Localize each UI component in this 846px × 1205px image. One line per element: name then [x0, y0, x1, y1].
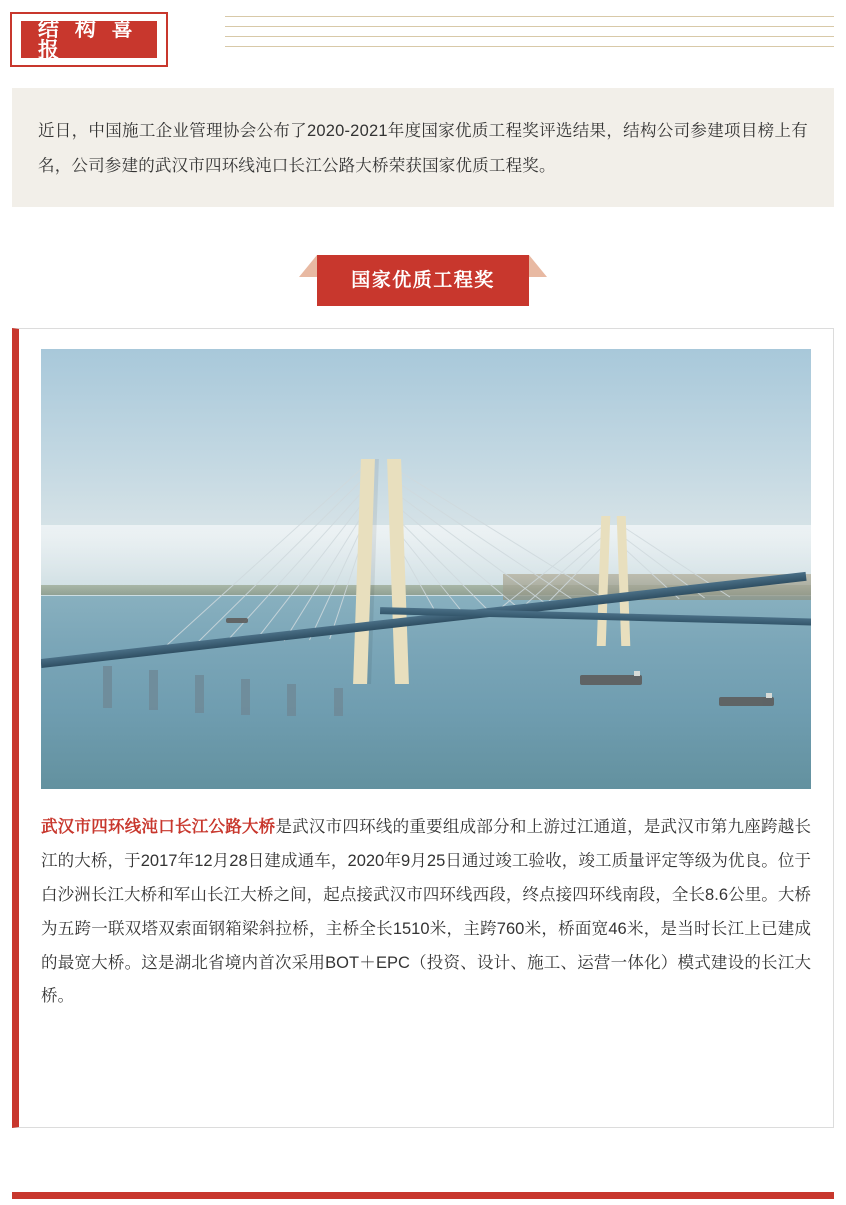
- bridge-pier: [103, 666, 112, 708]
- cargo-boat: [719, 697, 774, 706]
- bridge-photo: [41, 349, 811, 789]
- bridge-pier: [241, 679, 250, 715]
- rule-line: [225, 16, 834, 17]
- cargo-boat: [580, 675, 642, 685]
- content-card: [12, 328, 834, 1128]
- caption-body: 是武汉市四环线的重要组成部分和上游过江通道，是武汉市第九座跨越长江的大桥，于2017年12月28日建成通车，2020年9月25日通过竣工验收，竣工质量评定等级为优良。位于白沙洲长江大桥和军山长江大桥之间，起点接武汉市四环线西段，终点接四环线南段，全长8.6公里。大桥为五跨一联双塔双索面钢箱梁斜拉桥，主桥全长1510米，主跨760米，桥面宽46米，是当时长江上已建成的最宽大桥。这是湖北省境内首次采用BOT＋EPC（投资、设计、施工、运营一体化）模式建设的长江大桥。: [41, 818, 812, 1006]
- cargo-boat: [226, 618, 248, 623]
- article-header: [0, 0, 846, 80]
- header-badge: [10, 12, 168, 67]
- award-banner-wrap: [0, 255, 846, 306]
- bridge-pier: [334, 688, 343, 716]
- award-banner: 国家优质工程奖: [317, 255, 529, 306]
- header-decorative-rules: [225, 16, 834, 64]
- bridge-cables-icon: [41, 349, 811, 789]
- photo-caption: [41, 811, 811, 1014]
- rule-line: [225, 36, 834, 37]
- header-badge-label: 结 构 喜 报: [21, 21, 157, 58]
- rule-line: [225, 46, 834, 47]
- bridge-pier: [195, 675, 204, 713]
- caption-highlight: 武汉市四环线沌口长江公路大桥: [41, 818, 276, 837]
- bridge-pier: [287, 684, 296, 716]
- intro-block: [12, 88, 834, 207]
- bridge-pier: [149, 670, 158, 710]
- intro-text: 近日，中国施工企业管理协会公布了2020-2021年度国家优质工程奖评选结果，结构公司参建项目榜上有名，公司参建的武汉市四环线沌口长江公路大桥荣获国家优质工程奖。: [38, 122, 808, 175]
- bottom-accent-bar: [12, 1192, 834, 1199]
- rule-line: [225, 26, 834, 27]
